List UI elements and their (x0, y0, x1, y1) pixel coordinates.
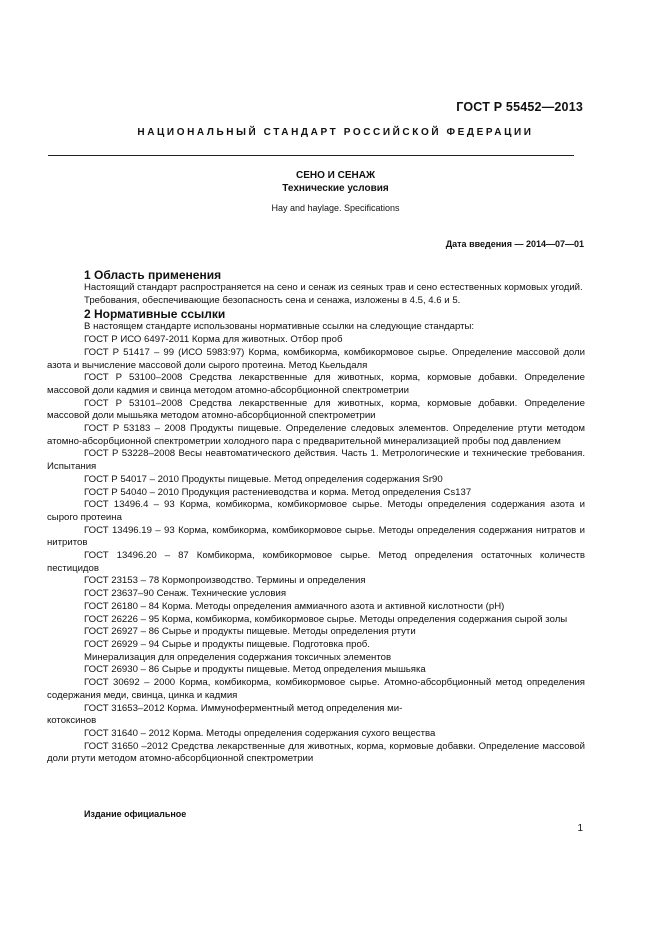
official-edition-label: Издание официальное (84, 809, 187, 819)
reference-item-continuation: котоксинов (47, 715, 97, 727)
reference-item: Минерализация для определения содержания токсичных элементов (84, 651, 392, 663)
section-1-paragraph: Настоящий стандарт распространяется на сено и сенаж из сеяных трав и сено естественных кормовых угодий. (84, 282, 583, 293)
reference-item: ГОСТ Р ИСО 6497-2011 Корма для животных. Отбор проб (84, 334, 343, 346)
document-subtitle: Технические условия (282, 183, 389, 194)
header-divider (48, 155, 574, 156)
reference-item: ГОСТ Р 51417 – 99 (ИСО 5983:97) Корма, комбикорма, комбикормовое сырье. Определение массовой доли азота и вычисление массовой доли сырого протеина. Метод Кьельдаля (47, 346, 585, 371)
reference-item: ГОСТ 26226 – 95 Корма, комбикорма, комбикормовое сырье. Методы определения содержания сырой золы (84, 613, 568, 625)
gost-number: ГОСТ Р 55452—2013 (456, 100, 583, 114)
document-title: СЕНО И СЕНАЖ (295, 170, 375, 181)
reference-item: ГОСТ 23637–90 Сенаж. Технические условия (84, 588, 287, 600)
document-body (47, 268, 585, 766)
reference-item: ГОСТ Р 53100–2008 Средства лекарственные для животных, корма, кормовые добавки. Определение массовой доли кадмия и свинца методом атомно-абсорбционной спектрометрии (47, 372, 585, 396)
reference-item: ГОСТ 31653–2012 Корма. Иммуноферментный метод определения ми- (84, 702, 403, 714)
section-1-heading: 1 Область применения (84, 268, 222, 282)
reference-item: ГОСТ Р 54017 – 2010 Продукты пищевые. Метод определения содержания Sr90 (84, 473, 443, 485)
reference-item: ГОСТ 13496.19 – 93 Корма, комбикорма, комбикормовое сырье. Методы определения содержания нитратов и нитритов (47, 524, 585, 549)
reference-item: ГОСТ 13496.20 – 87 Комбикорма, комбикормовое сырье. Метод определения остаточных количеств пестицидов (47, 550, 585, 574)
english-title: Hay and haylage. Specifications (271, 203, 400, 213)
reference-item: ГОСТ 26930 – 86 Сырье и продукты пищевые. Метод определения мышьяка (84, 664, 426, 676)
reference-item: ГОСТ 26927 – 86 Сырье и продукты пищевые. Методы определения ртути (84, 626, 416, 638)
reference-item: ГОСТ 30692 – 2000 Корма, комбикорма, комбикормовое сырье. Атомно-абсорбционный метод определения содержания меди, свинца, цинка и кадмия (47, 677, 585, 701)
reference-item: ГОСТ 13496.4 – 93 Корма, комбикорма, комбикормовое сырье. Методы определения содержания азота и сырого протеина (47, 499, 585, 523)
reference-item: ГОСТ Р 53228–2008 Весы неавтоматического действия. Часть 1. Метрологические и технические требования. Испытания (47, 448, 585, 473)
reference-item: ГОСТ 26180 – 84 Корма. Методы определения аммиачного азота и активной кислотности (рН) (84, 600, 505, 612)
introduction-date: Дата введения — 2014—07—01 (445, 239, 584, 249)
national-standard-heading: НАЦИОНАЛЬНЫЙ СТАНДАРТ РОССИЙСКОЙ ФЕДЕРАЦИИ (137, 127, 534, 138)
reference-item: ГОСТ 26929 – 94 Сырье и продукты пищевые. Подготовка проб. (84, 638, 370, 650)
reference-item: ГОСТ 31650 –2012 Средства лекарственные для животных, корма, кормовые добавки. Определение массовой доли ртути методом атомно-абсорбционной спектрометрии (47, 740, 585, 765)
section-2-intro: В настоящем стандарте использованы нормативные ссылки на следующие стандарты: (84, 321, 475, 333)
page-number: 1 (577, 823, 583, 834)
reference-item: ГОСТ Р 53101–2008 Средства лекарственные для животных, корма, кормовые добавки. Определение массовой доли мышьяка методом атомно-абсорбционной спектрометрии (47, 397, 585, 422)
reference-item: ГОСТ Р 54040 – 2010 Продукция растениеводства и корма. Метод определения Cs137 (84, 486, 472, 498)
section-1-paragraph: Требования, обеспечивающие безопасность сена и сенажа, изложены в 4.5, 4.6 и 5. (84, 294, 461, 306)
reference-item: ГОСТ 31640 – 2012 Корма. Методы определения содержания сухого вещества (84, 727, 436, 739)
reference-item: ГОСТ Р 53183 – 2008 Продукты пищевые. Определение следовых элементов. Определение ртути методом атомно-абсорбционной спектрометрии холодного пара с предварительной минерализацией пробы под давлением (47, 423, 585, 447)
section-2-heading: 2 Нормативные ссылки (84, 307, 226, 322)
reference-item: ГОСТ 23153 – 78 Кормопроизводство. Термины и определения (84, 575, 366, 587)
